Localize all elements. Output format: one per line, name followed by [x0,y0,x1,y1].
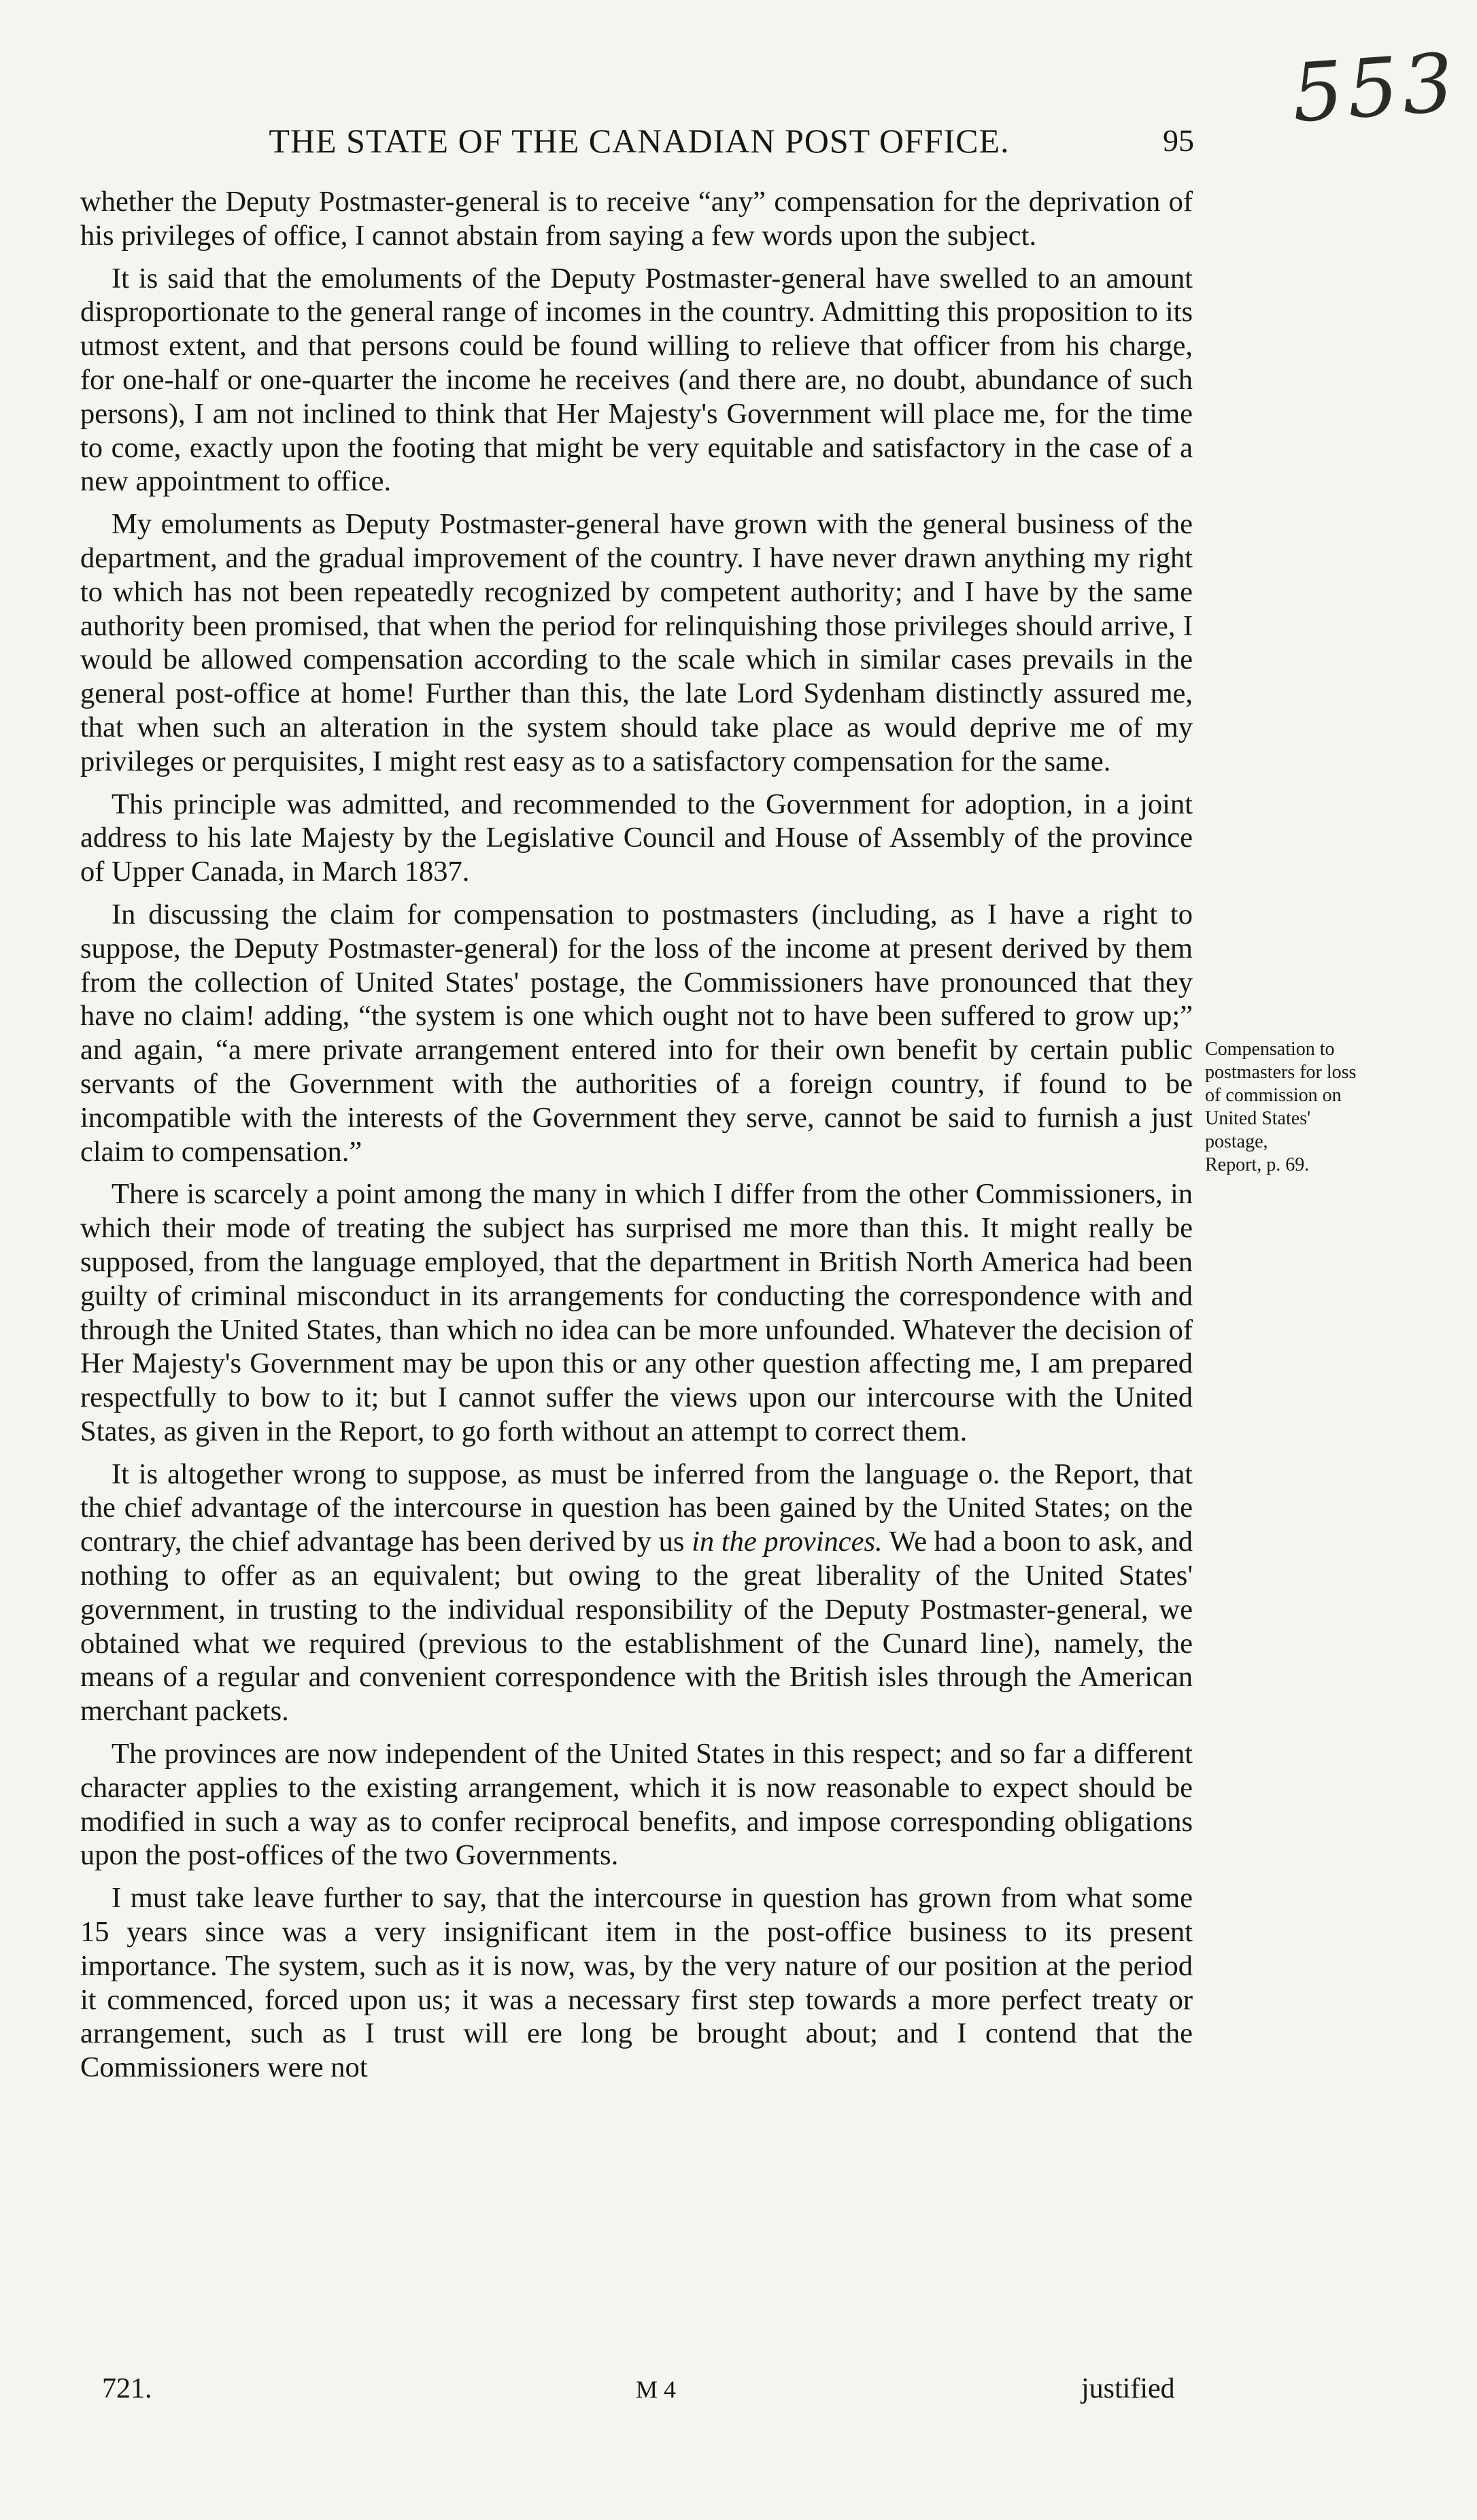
footer-sessional-number: 721. [102,2373,152,2404]
paragraph-5: In discussing the claim for compensation to postmasters (including, as I have a right to suppose, the Deputy Postmaster-general) for the loss of the income at present derived by them from the collection of United States' postage, the Commissioners have pronounced that they have no claim! adding, “the system is one which ought not to have been suffered to grow up;” and again, “a mere private arrangement entered into for their own benefit by certain public servants of the Government with the authorities of a foreign country, if found to be incompatible with the interests of the Government they serve, cannot be said to furnish a just claim to compensation.” [80,898,1193,1168]
footer-signature-mark: M 4 [636,2376,677,2403]
paragraph-6: There is scarcely a point among the many in which I differ from the other Commissioners, in which their mode of treating the subject has surprised me more than this. It might really be supposed, from the language employed, that the department in British North America had been guilty of criminal misconduct in its arrangements for conducting the correspondence with and through the United States, than which no idea can be more unfounded. Whatever the decision of Her Majesty's Government may be upon this or any other question affecting me, I am prepared respectfully to bow to it; but I cannot suffer the views upon our intercourse with the United States, as given in the Report, to go forth without an attempt to correct them. [80,1178,1193,1447]
paragraph-2: It is said that the emoluments of the Deputy Postmaster-general have swelled to an amount disproportionate to the general range of incomes in the country. Admitting this proposition to its utmost extent, and that persons could be found willing to relieve that officer from his charge, for one-half or one-quarter the income he receives (and there are, no doubt, abundance of such persons), I am not inclined to think that Her Majesty's Government will place me, for the time to come, exactly upon the footing that might be very equitable and satisfactory in the case of a new appointment to office. [80,262,1193,498]
paragraph-4: This principle was admitted, and recommended to the Government for adoption, in a joint address to his late Majesty by the Legislative Council and House of Assembly of the province of Upper Canada, in March 1837. [80,788,1193,888]
page-number: 95 [1163,123,1194,158]
paragraph-7 [80,1458,1193,1728]
paragraph-7-italic: in the provinces. [692,1526,883,1558]
paragraph-9: I must take leave further to say, that the intercourse in question has grown from what some 15 years since was a very insignificant item in the post-office business to its present importance. The system, such as it is now, was, by the very nature of our position at the period it commenced, forced upon us; it was a necessary first step towards a more perfect treaty or arrangement, such as I trust will ere long be brought about; and I contend that the Commissioners were not [80,1882,1193,2084]
paragraph-1: whether the Deputy Postmaster-general is to receive “any” compensation for the deprivation of his privileges of office, I cannot abstain from saying a few words upon the subject. [80,186,1193,252]
running-title: THE STATE OF THE CANADIAN POST OFFICE. [269,122,1010,160]
handwritten-folio-number: 553 [1289,35,1461,141]
paragraph-7-start: It is altogether wrong to suppose, as must be inferred from the language o. the Report, that the chief advantage of the intercourse in question has been gained by the United States; on the contrary, the chief advantage has been derived by us [80,1458,1193,1558]
paragraph-3: My emoluments as Deputy Postmaster-general have grown with the general business of the department, and the gradual improvement of the country. I have never drawn anything my right to which has not been repeatedly recognized by competent authority; and I have by the same authority been promised, that when the period for relinquishing those privileges should arrive, I would be allowed compensation according to the scale which in similar cases prevails in the general post-office at home! Further than this, the late Lord Sydenham distinctly assured me, that when such an alteration in the system should take place as would deprive me of my privileges or perquisites, I might rest easy as to a satisfactory compensation for the same. [80,508,1193,777]
margin-note [1205,1038,1423,1177]
margin-note-line: postmasters for loss [1205,1062,1357,1083]
margin-note-line: of commission on [1205,1085,1342,1106]
body-text [80,185,1193,2094]
margin-note-line: postage, [1205,1131,1268,1152]
margin-note-line: Compensation to [1205,1039,1335,1060]
footer-catchword: justified [1081,2373,1175,2404]
paragraph-8: The provinces are now independent of the United States in this respect; and so far a different character applies to the existing arrangement, which it is now reasonable to expect should be modified in such a way as to confer reciprocal benefits, and impose corresponding obligations upon the post-offices of the two Governments. [80,1738,1193,1872]
margin-note-line: United States' [1205,1108,1311,1129]
margin-note-line: Report, p. 69. [1205,1154,1310,1175]
paragraph-7-end: We had a boon to ask, and nothing to offer as an equivalent; but owing to the great liberality of the United States' government, in trusting to the individual responsibility of the Deputy Postmaster-general, we obtained what we required (previous to the establishment of the Cunard line), namely, the means of a regular and convenient correspondence with the British isles through the American merchant packets. [80,1526,1193,1728]
